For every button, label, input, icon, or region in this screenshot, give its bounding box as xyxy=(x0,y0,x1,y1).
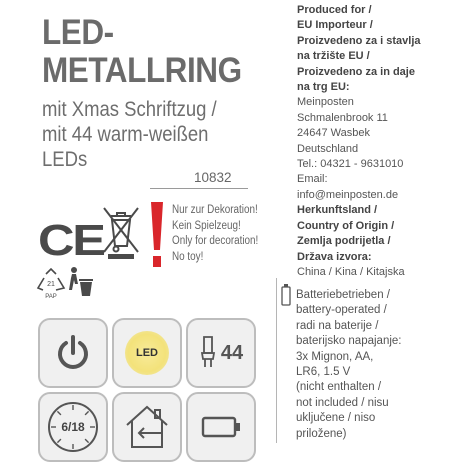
address-line: Deutschland xyxy=(297,142,359,155)
battery-divider xyxy=(276,278,277,443)
bulb-icon xyxy=(199,335,217,371)
product-title xyxy=(42,14,242,90)
origin-heading-line: Herkunftsland / xyxy=(297,204,378,217)
address-line: Tel.: 04321 - 9631010 xyxy=(297,158,404,171)
producer-heading-line: na trg EU: xyxy=(297,81,350,94)
warning-exclamation-icon xyxy=(148,200,166,275)
subtitle-line: LEDs xyxy=(42,147,88,171)
warning-line: No toy! xyxy=(172,250,204,263)
battery-line: battery-operated / xyxy=(296,304,387,317)
subtitle-line: mit 44 warm-weißen xyxy=(42,122,209,146)
product-subtitle xyxy=(42,97,217,172)
power-switch-tile xyxy=(38,318,108,388)
title-line: METALLRING xyxy=(42,51,242,90)
warning-line: Nur zur Dekoration! xyxy=(172,204,258,216)
house-arrow-icon xyxy=(122,403,172,451)
producer-heading-line: Proizvedeno za i stavlja xyxy=(297,34,421,47)
producer-heading-line: na tržište EU / xyxy=(297,50,370,63)
tidyman-icon xyxy=(66,266,94,303)
led-count: 44 xyxy=(220,341,244,364)
recycling-label: PAP xyxy=(45,294,57,300)
address-line: info@meinposten.de xyxy=(297,188,399,201)
led-label: LED xyxy=(136,347,158,359)
producer-heading-line: Produced for / xyxy=(297,4,372,16)
timer-tile xyxy=(38,392,108,462)
origin-heading-line: Country of Origin / xyxy=(297,219,395,232)
warning-text xyxy=(172,203,258,265)
battery-line: 3x Mignon, AA, xyxy=(296,350,374,363)
battery-small-icon xyxy=(281,284,291,311)
indoor-use-tile xyxy=(112,392,182,462)
timer-label: 6/18 xyxy=(61,420,85,434)
battery-info xyxy=(296,288,402,442)
warning-line: Kein Spielzeug! xyxy=(172,219,241,232)
power-icon xyxy=(53,333,93,373)
title-line: LED- xyxy=(42,13,114,52)
address-line: Meinposten xyxy=(297,96,354,109)
led-count-tile xyxy=(186,318,256,388)
producer-info xyxy=(297,3,421,280)
battery-line: not included / nisu xyxy=(296,396,389,409)
weee-bin-icon xyxy=(100,204,142,265)
address-line: 24647 Wasbek xyxy=(297,127,370,140)
battery-line: radi na baterije / xyxy=(296,319,379,332)
recycling-number: 21 xyxy=(47,281,55,288)
subtitle-line: mit Xmas Schriftzug / xyxy=(42,97,217,121)
battery-tile xyxy=(186,392,256,462)
battery-line: uključene / niso xyxy=(296,412,376,425)
origin-heading-line: Država izvora: xyxy=(297,250,372,263)
origin-value: China / Kina / Kitajska xyxy=(297,265,405,278)
article-rule xyxy=(150,188,248,189)
recycling-icon xyxy=(36,268,66,305)
origin-heading-line: Zemlja podrijetla / xyxy=(297,235,391,248)
article-number: 10832 xyxy=(194,170,232,185)
producer-heading-line: EU Importeur / xyxy=(297,19,373,32)
led-tile xyxy=(112,318,182,388)
address-line: Email: xyxy=(297,173,328,186)
led-glow-icon xyxy=(125,331,169,375)
address-line: Schmalenbrook 11 xyxy=(297,111,388,124)
timer-icon xyxy=(48,402,98,452)
battery-line: (nicht enthalten / xyxy=(296,381,382,394)
battery-line: baterijsko napajanje: xyxy=(296,335,402,348)
battery-line: LR6, 1.5 V xyxy=(296,366,351,379)
ce-mark: CE xyxy=(38,216,104,265)
battery-icon xyxy=(201,415,241,439)
battery-line: priložene) xyxy=(296,427,347,440)
producer-heading-line: Proizvedeno za in daje xyxy=(297,65,415,78)
battery-line: Batteriebetrieben / xyxy=(296,289,390,301)
warning-line: Only for decoration! xyxy=(172,235,259,248)
